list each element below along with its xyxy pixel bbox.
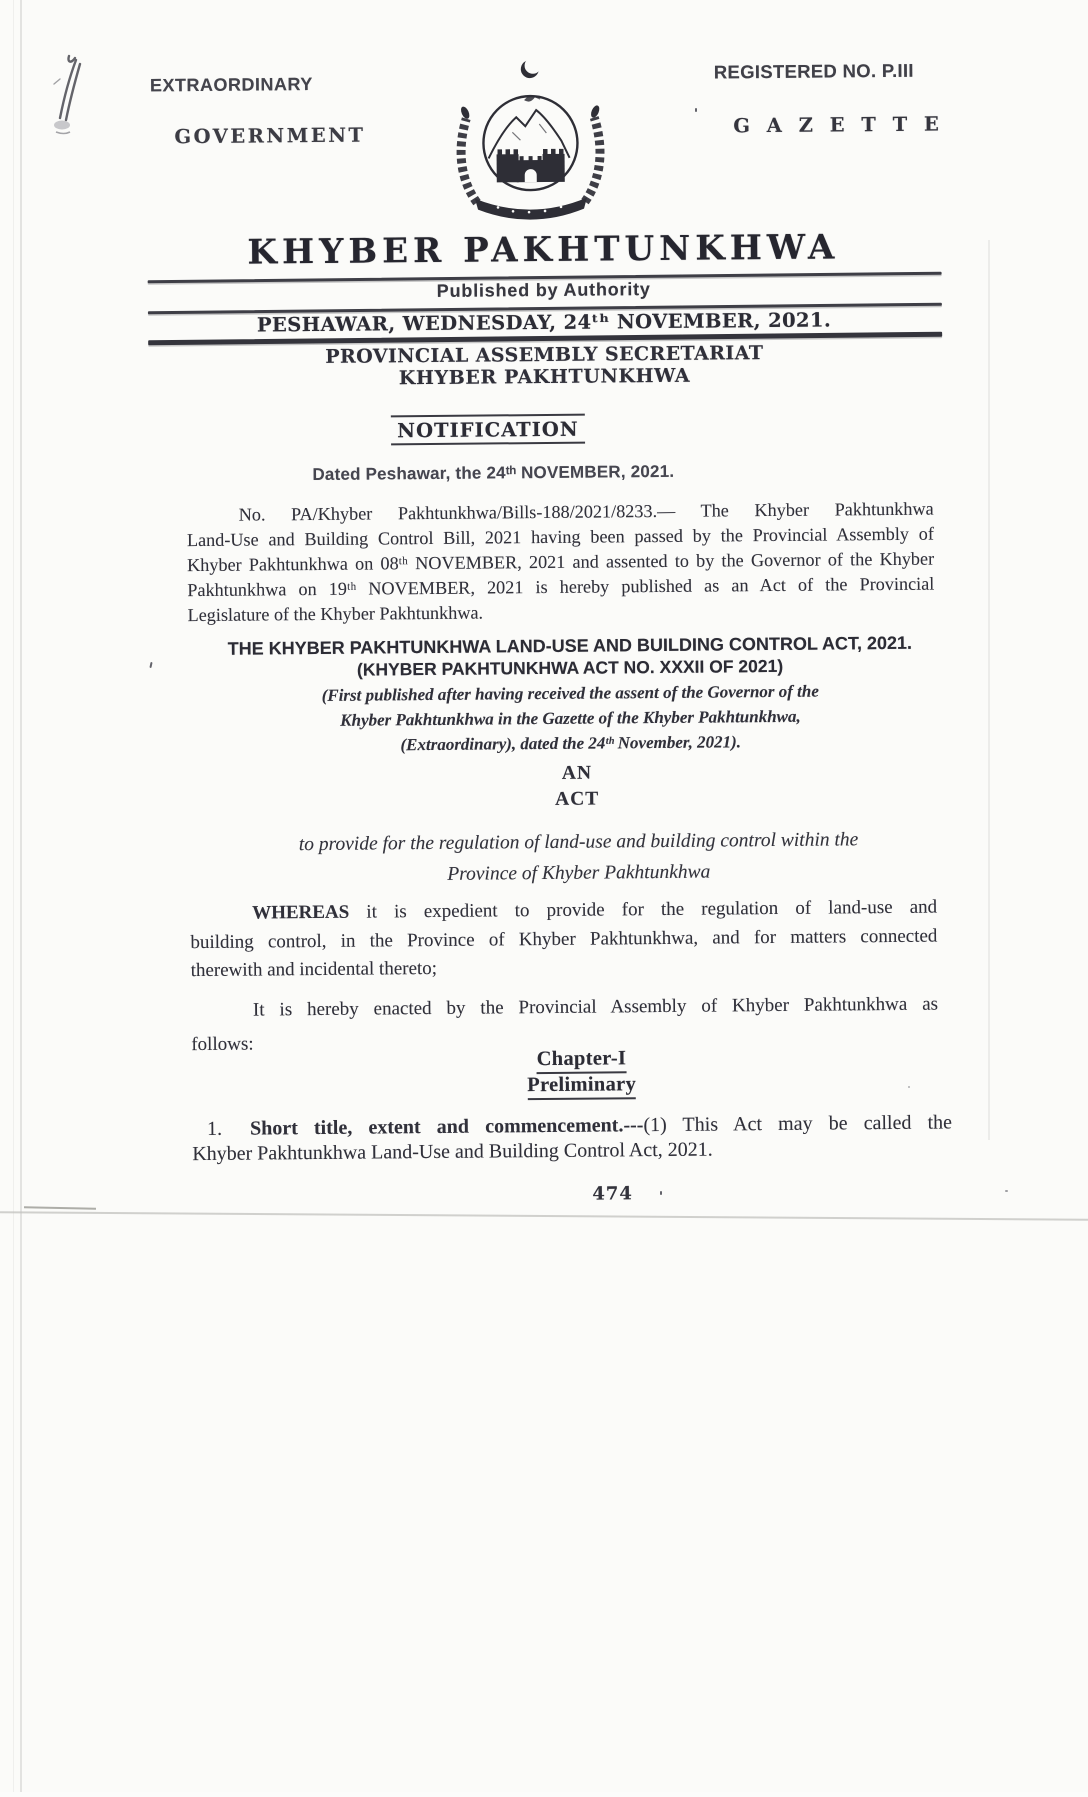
header-government-label: GOVERNMENT [174, 123, 366, 149]
act-first-published-note [26, 676, 1088, 760]
header-registered-no-label: REGISTERED NO. P.III [713, 59, 914, 83]
text-line: Khyber Pakhtunkhwa Land-Use and Building Control Act, 2021. [192, 1138, 713, 1165]
section-title: Short title, extent and commencement.--- [249, 1114, 644, 1140]
text-line: Province of Khyber Pakhtunkhwa [447, 861, 711, 885]
text-fragment: (1) This Act may be called the [643, 1111, 953, 1137]
act-word: ACT [554, 788, 600, 810]
notification-dated-line: Dated Peshawar, the 24ᵗʰ NOVEMBER, 2021. [312, 461, 675, 485]
text-line: (Extraordinary), dated the 24ᵗʰ November, 2021). [400, 732, 742, 755]
act-title: THE KHYBER PAKHTUNKHWA LAND-USE AND BUILDING CONTROL ACT, 2021. [227, 632, 913, 659]
text-line: building control, in the Province of Khyber Pakhtunkhwa, and for matters connected [190, 925, 938, 953]
section-number: 1. [206, 1117, 223, 1140]
an-word: AN [561, 762, 593, 784]
text-line: (First published after having received the assent of the Governor of the [321, 681, 819, 705]
text-line: Land-Use and Building Control Bill, 2021 having been passed by the Provincial Assembly of [186, 523, 934, 551]
text-fragment: it is expedient to provide for the regulation of land-use and [349, 896, 938, 923]
notification-heading-row [0, 410, 1032, 449]
secretariat-heading: PROVINCIAL ASSEMBLY SECRETARIAT [325, 342, 764, 368]
page-number: 474 [592, 1183, 634, 1205]
whereas-paragraph [190, 894, 938, 986]
section-1-paragraph [192, 1110, 952, 1166]
text-line: Legislature of the Khyber Pakhtunkhwa. [187, 602, 484, 626]
text-line: No. PA/Khyber Pakhtunkhwa/Bills-188/2021/8233.— The Khyber Pakhtunkhwa [238, 498, 934, 525]
text-line: follows: [191, 1033, 254, 1056]
act-number-line: (KHYBER PAKHTUNKHWA ACT NO. XXXII OF 2021) [356, 655, 784, 680]
text-line: Pakhtunkhwa on 19ᵗʰ NOVEMBER, 2021 is hereby published as an Act of the Provincial [187, 573, 935, 601]
header-extraordinary-label: EXTRAORDINARY [149, 74, 313, 96]
text-line: It is hereby enacted by the Provincial Assembly of Khyber Pakhtunkhwa as [252, 993, 939, 1021]
masthead-dateline: PESHAWAR, WEDNESDAY, 24ᵗʰ NOVEMBER, 2021. [256, 308, 832, 337]
text-line: to provide for the regulation of land-use and building control within the [298, 829, 859, 856]
gazette-title: KHYBER PAKHTUNKHWA [247, 227, 840, 273]
text-line: Khyber Pakhtunkhwa in the Gazette of the Khyber Pakhtunkhwa, [340, 706, 801, 730]
published-by-authority-line: Published by Authority [436, 279, 651, 301]
whereas-keyword: WHEREAS [252, 901, 350, 924]
chapter-heading: Chapter-I [537, 1047, 627, 1074]
notification-paragraph [187, 497, 935, 629]
secretariat-subheading: KHYBER PAKHTUNKHWA [398, 364, 691, 390]
header-gazette-label: G A Z E T T E [733, 112, 944, 138]
khyber-pakhtunkhwa-emblem-icon [442, 53, 619, 221]
text-line: Khyber Pakhtunkhwa on 08ᵗʰ NOVEMBER, 2021 and assented to by the Governor of the Khyber [187, 548, 935, 576]
chapter-subheading: Preliminary [527, 1073, 636, 1100]
act-purpose-text [34, 822, 1088, 893]
notification-heading: NOTIFICATION [391, 414, 585, 446]
text-line: therewith and incidental thereto; [190, 957, 438, 982]
